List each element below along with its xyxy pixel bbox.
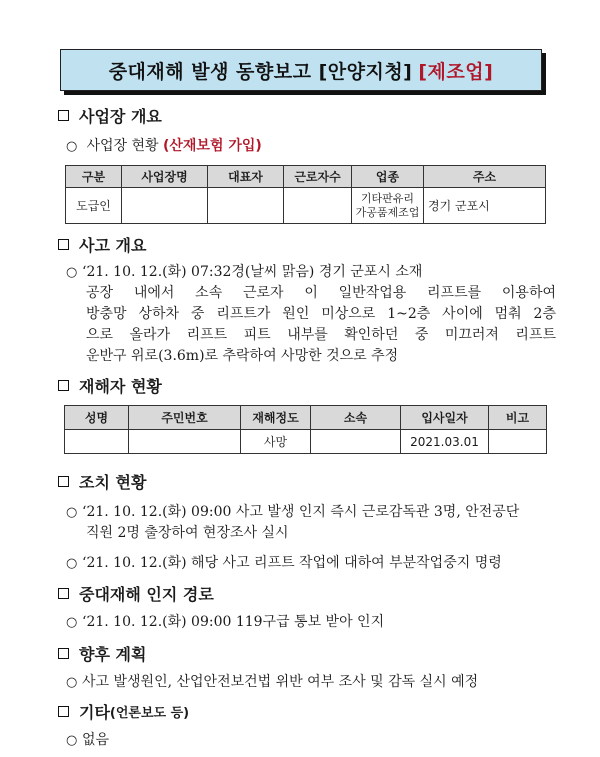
section-plan-heading: [58, 642, 146, 665]
business-bullet-label: 사업장 현황: [86, 138, 159, 154]
table-cell: [489, 430, 547, 454]
section-plan-title: 향후 계획: [79, 645, 147, 664]
section-business-heading: [58, 104, 162, 127]
table-cell: [311, 430, 401, 454]
table-row: [65, 430, 547, 454]
table-header: 주민번호: [129, 406, 241, 430]
table-cell: 경기 군포시: [424, 188, 546, 224]
checkbox-square-icon: [58, 588, 69, 599]
ring-bullet-icon: ○: [66, 556, 78, 571]
table-cell: 2021.03.01: [401, 430, 489, 454]
business-bullet: [66, 135, 262, 155]
plan-item-line: [66, 672, 556, 693]
plan-item: [66, 672, 556, 693]
section-etc-subtitle: (언론보도 등): [109, 706, 190, 721]
action-item-1: [66, 502, 556, 544]
table-row: [66, 188, 546, 224]
action-item-2-text: ‘21. 10. 12.(화) 해당 사고 리프트 작업에 대하여 부분작업중지 명령: [82, 555, 502, 571]
table-header: 업종: [352, 166, 424, 188]
table-cell: 사망: [241, 430, 311, 454]
accident-line-1: [66, 262, 556, 283]
ring-bullet-icon: ○: [66, 265, 78, 280]
section-etc-title: 기타: [79, 703, 110, 722]
recognition-item-text: ‘21. 10. 12.(화) 09:00 119구급 통보 받아 인지: [82, 614, 385, 630]
section-victim-title: 재해자 현황: [79, 377, 162, 396]
victim-table: [64, 405, 547, 454]
section-accident-title: 사고 개요: [79, 236, 147, 255]
table-header: 성명: [65, 406, 129, 430]
ring-bullet-icon: ○: [66, 139, 78, 154]
section-action-title: 조치 현황: [79, 473, 147, 492]
checkbox-square-icon: [58, 706, 69, 717]
table-cell: [208, 188, 284, 224]
checkbox-square-icon: [58, 380, 69, 391]
ring-bullet-icon: ○: [66, 733, 78, 748]
accident-line-1-text: ‘21. 10. 12.(화) 07:32경(날씨 맑음) 경기 군포시 소재: [82, 264, 423, 280]
ring-bullet-icon: ○: [66, 615, 78, 630]
recognition-item-line: [66, 612, 556, 633]
recognition-item: [66, 612, 556, 633]
etc-item: [66, 730, 556, 751]
table-header: 비고: [489, 406, 547, 430]
table-cell: [284, 188, 352, 224]
report-title: 중대재해 발생 동향보고 [안양지청]: [108, 60, 413, 83]
accident-line-4: 으로 올라가 리프트 피트 내부를 확인하던 중 미끄러져 리프트: [86, 327, 556, 343]
table-cell: 도급인: [66, 188, 122, 224]
report-title-tag: [제조업]: [418, 60, 494, 83]
action-item-2-line: [66, 553, 556, 574]
action-item-1-line-1: [66, 502, 556, 523]
accident-paragraph: [66, 262, 556, 367]
table-header: 재해정도: [241, 406, 311, 430]
etc-item-line: [66, 730, 556, 751]
checkbox-square-icon: [58, 476, 69, 487]
action-item-2: [66, 553, 556, 574]
section-etc-heading: [58, 700, 189, 723]
table-cell: 기타판유리 가공품제조업: [352, 188, 424, 224]
report-title-box: [60, 49, 542, 91]
checkbox-square-icon: [58, 239, 69, 250]
section-recognition-title: 중대재해 인지 경로: [79, 585, 214, 604]
table-header: 주소: [424, 166, 546, 188]
table-cell: [129, 430, 241, 454]
section-business-title: 사업장 개요: [79, 107, 162, 126]
table-header: 입사일자: [401, 406, 489, 430]
ring-bullet-icon: ○: [66, 675, 78, 690]
table-header: 근로자수: [284, 166, 352, 188]
table-cell: [122, 188, 208, 224]
section-accident-heading: [58, 233, 146, 256]
checkbox-square-icon: [58, 110, 69, 121]
table-header: 소속: [311, 406, 401, 430]
victim-table-header: [65, 406, 547, 430]
action-item-1-text-1: ‘21. 10. 12.(화) 09:00 사고 발생 인지 즉시 근로감독관 3명, 안전공단: [82, 504, 520, 520]
accident-line-3: 방충망 상하차 중 리프트가 원인 미상으로 1~2층 사이에 멈춰 2층: [86, 306, 556, 322]
business-bullet-tag: (산재보험 가입): [162, 138, 262, 154]
table-header: 대표자: [208, 166, 284, 188]
ring-bullet-icon: ○: [66, 505, 78, 520]
table-header: 사업장명: [122, 166, 208, 188]
section-victim-heading: [58, 374, 162, 397]
plan-item-text: 사고 발생원인, 산업안전보건법 위반 여부 조사 및 감독 실시 예정: [82, 674, 479, 690]
accident-line-5: 운반구 위로(3.6m)로 추락하여 사망한 것으로 추정: [86, 348, 399, 364]
business-table: [65, 165, 546, 224]
section-action-heading: [58, 470, 146, 493]
section-recognition-heading: [58, 582, 214, 605]
action-item-1-line-2: 직원 2명 출장하여 현장조사 실시: [86, 525, 289, 541]
table-cell: [65, 430, 129, 454]
etc-item-text: 없음: [82, 732, 110, 748]
business-table-header: [66, 166, 546, 188]
table-header: 구분: [66, 166, 122, 188]
accident-line-2: 공장 내에서 소속 근로자 이 일반작업용 리프트를 이용하여: [86, 285, 556, 301]
checkbox-square-icon: [58, 648, 69, 659]
